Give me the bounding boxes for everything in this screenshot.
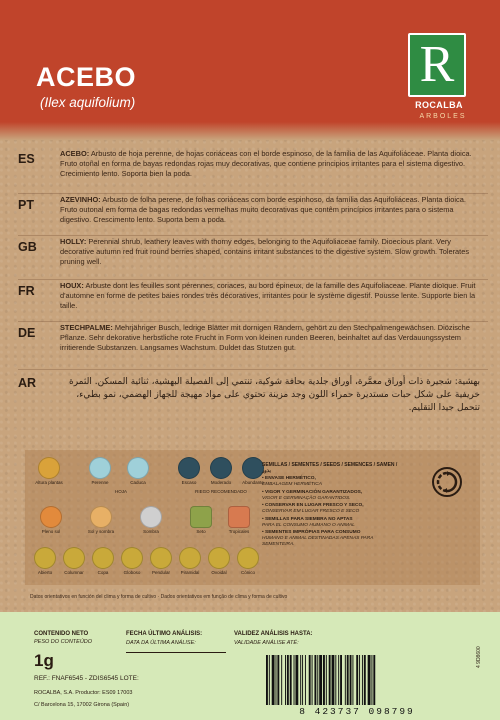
lang-row-ar [18,372,488,442]
lang-body: Mehrjähriger Busch, ledrige Blätter mit dornigen Rändern, gehört zu den Stechpalmengewächsen. Diözische Pflanze. Sehr dekorative herbstliche rote Frucht in Form von kleinen runden Beeren, beinhaltet auf das Verdauungssystem irritierende Substanzen. Langsames Wachstum. Duldet das Stutzen gut. [60,323,470,353]
icon-pleno-sol [34,506,68,534]
lang-row-gb [18,236,488,280]
sun-shade-icon [90,506,112,528]
lang-code: ES [18,152,35,166]
barcode-bar [356,655,358,705]
seeds-item-bold: SEMILLAS PARA SIEMBRA NO APTAS [265,516,353,522]
lang-name: HOUX: [60,281,84,290]
barcode-bar [323,655,325,705]
barcode-bar [326,655,327,705]
icon-label: Cónico [240,570,255,575]
barcode-bar [350,655,352,705]
barcode-bar [335,655,336,705]
barcode-bar [371,655,372,705]
seeds-item: • VIGOR Y GERMINACIÓN GARANTIZADOS, VIGOR E GERMINAÇÃO GARANTIDOS. [262,489,363,501]
icon-moderado [204,457,238,485]
lang-code: AR [18,376,37,390]
hedge-icon [190,506,212,528]
barcode-bar [359,655,360,705]
barcode-bar [287,655,289,705]
brand-name: ROCALBA [415,100,463,110]
icon-label: Ovoidal [211,570,227,575]
contenido-label-pt: PESO DO CONTEÚDO [34,639,93,645]
icon-sombra [134,506,168,534]
barcode-bar [312,655,313,705]
lang-name: ACEBO: [60,149,90,158]
brand-logo [404,33,482,125]
reference-lot: REF.: FNAF6545 - ZDIS6545 LOTE: [34,675,139,682]
side-code: 4 9D8600 [476,646,482,668]
water-drop-icon [178,457,200,479]
group-label-hoja: HOJA [114,489,127,494]
icon-conico [231,547,265,575]
lang-body: Arbusto de hoja perenne, de hojas coriáceas con el borde espinoso, de la familia de las Aquifoliáceae. Planta dioica. Fruto otoñal en forma de bayas redondas rojas muy decorativas, que contiene principios irritantes para el sistema digestivo. Crecimiento lento. Soporta bien la poda. [60,149,472,179]
producer-line: ROCALBA, S.A. Productor: ES09 17003 [34,690,133,696]
barcode-bar [373,655,375,705]
lang-code: DE [18,326,36,340]
lang-name: AZEVINHO: [60,195,101,204]
icon-label: Escaso [181,480,197,485]
brand-subtitle: ARBOLES [419,113,467,120]
barcode-bar [295,655,298,705]
barcode-bar [290,655,292,705]
seeds-item: • SEMENTES IMPRÓPIAS PARA CONSUMO HUMANO E ANIMAL DESTINADAS APENAS PARA SEMENTEIRA. [262,530,374,547]
validez-label: VALIDEZ ANÁLISIS HASTA: [234,631,313,637]
barcode-bar [319,655,322,705]
icon-label: Sombra [143,529,159,534]
fecha-label-pt: DATA DA ÚLTIMA ANÁLISE: [126,640,196,646]
barcode-number: 8 423737 098799 [299,706,415,717]
barcode-bar [352,655,353,705]
water-drop-icon [210,457,232,479]
lang-name: HOLLY: [60,237,87,246]
barcode-bar [332,655,335,705]
tree-conic-icon [237,547,259,569]
logo-box [408,33,466,97]
tree-pyramid-icon [179,547,201,569]
icon-label: Seto [196,529,206,534]
barcode-bar [329,655,331,705]
icon-label: Sol y sombra [87,529,115,534]
lang-description [60,281,480,312]
seeds-item-bold: CONSERVAR EN LUGAR FRESCO Y SECO, [265,503,364,508]
seeds-item-italic: HUMANO E ANIMAL DESTINADAS APENAS PARA SEMENTEIRA. [262,536,374,547]
seeds-item: • SEMILLAS PARA SIEMBRA NO APTAS PARA EL CONSUMO HUMANO O ANIMAL [262,516,355,528]
net-weight: 1g [34,651,54,670]
barcode-bar [368,655,371,705]
lang-code: FR [18,284,35,298]
icon-label: Moderado [210,480,232,485]
lang-body: Arbuste dont les feuilles sont pérennes, coriaces, au bord épineux, de la famille des Aquifoliaceae. Plante dioïque. Fruit d'automne en forme de petites baies rondes très décoratives, irritantes pour le système digestif. Pousse lente. Supporte bien la taille. [60,281,476,311]
full-sun-icon [40,506,62,528]
lang-row-de [18,322,488,370]
icon-sol-sombra [84,506,118,534]
fecha-line [126,652,226,653]
lang-row-es [18,148,488,194]
seeds-item-italic: CONSERVAR EM LUGAR FRESCO E SECO [262,509,360,514]
icon-label: Globoso [123,570,141,575]
tree-globe-icon [121,547,143,569]
barcode-bar [317,655,318,705]
lang-body-arabic: بهشية: شجيرة ذات أوراق معمَّرة، أوراق جلدية بحافة شوكية، تنتمي إلى الفصيلة البهشية، ثنائية المسكن. الثمرة خريفية على شكل حبات مستديرة حمراء اللون وجد مزينة تحتوي على مواد مهيجة للجهاز الهضمي، نمو بطيء، تتحمل جيدا التقليم. [69,377,480,413]
icon-label: Pendular [151,570,170,575]
barcode-bar [309,655,311,705]
barcode-bar [294,655,295,705]
lang-row-fr [18,280,488,322]
sun-icon [38,457,60,479]
barcode-bar [347,655,349,705]
barcode-bar [277,655,279,705]
barcode-bar [362,655,363,705]
barcode-bar [338,655,339,705]
barcode-bar [340,655,342,705]
fecha-label: FECHA ÚLTIMO ANÁLISIS: [126,631,203,637]
scientific-name: (Ilex aquifolium) [40,95,136,110]
tree-ovoid-icon [208,547,230,569]
snowflake-icon [89,457,111,479]
seeds-header: SEMILLAS / SEMENTES / SEEDS / SEMENCES / SAMEN / بذور [262,462,398,474]
barcode-bar [276,655,277,705]
icon-label: Perenne [91,480,109,485]
icon-tropicales [222,506,256,534]
lang-description [60,323,480,354]
barcode-bar [266,655,268,705]
contenido-label: CONTENIDO NETO [34,631,89,637]
seeds-item-italic: EMBALAGEM HERMÉTICA [262,482,322,487]
barcode-bar [302,655,303,705]
icon-caduca [121,457,155,485]
icon-label: Altura plantas [35,480,63,485]
product-title: ACEBO [36,62,137,92]
logo-letter: R [419,36,455,93]
icon-altura [32,457,66,485]
icon-seto [184,506,218,534]
barcode-bar [269,655,270,705]
disclaimer: Datos orientativos en función del clima y forma de cultivo · Dados orientativos em função de clima y forma de cultivo [30,594,288,600]
seeds-item: • CONSERVAR EN LUGAR FRESCO Y SECO, CONSERVAR EM LUGAR FRESCO E SECO [262,503,364,514]
icon-label: Tropicales [228,529,250,534]
water-drop-icon [242,457,264,479]
group-label-riego: RIEGO RECOMENDADO [195,489,247,494]
icon-escaso [172,457,206,485]
barcode-bar [345,655,346,705]
tree-open-icon [34,547,56,569]
lang-row-pt [18,194,488,236]
tree-crown-icon [92,547,114,569]
lang-description [60,149,480,180]
seeds-item: • ENVASE HERMÉTICO, EMBALAGEM HERMÉTICA [262,476,322,487]
icon-label: Abundante [242,480,264,485]
barcode-icon [262,655,452,705]
lang-description [60,195,480,226]
seeds-info [262,462,402,550]
address-line: C/ Barcelona 15, 17002 Girona (Spain) [34,702,130,708]
seeds-item-italic: VIGOR E GERMINAÇÃO GARANTIDOS. [262,495,351,501]
seeds-item-italic: PARA EL CONSUMO HUMANO O ANIMAL [262,522,355,528]
barcode-bar [272,655,275,705]
barcode-bar [300,655,301,705]
barcode-bar [285,655,286,705]
green-dot-icon [432,467,462,497]
tropical-icon [228,506,250,528]
lang-description [60,237,480,268]
icon-label: Piramidal [180,570,200,575]
validez-label-pt: VALIDADE ANÁLISE ATÉ: [234,640,299,646]
lang-code: PT [18,198,34,212]
lang-name: STECHPALME: [60,323,113,332]
tree-weeping-icon [150,547,172,569]
icon-label: Caduca [130,480,146,485]
barcode-bar [281,655,282,705]
icon-perenne [83,457,117,485]
seeds-item-bold: SEMENTES IMPRÓPIAS PARA CONSUMO [265,530,361,535]
snowflake-icon [127,457,149,479]
icon-label: Columnar [64,570,84,575]
icon-label: Pleno sol [41,529,61,534]
tree-columnar-icon [63,547,85,569]
icon-label: Abierto [37,570,53,575]
seeds-item-bold: ENVASE HERMÉTICO, [265,476,316,481]
lang-body: Arbusto de folha perene, de folhas coriáceas com borde espinhoso, da família das Aquifoliáceas. Planta dioica. Fruto outonal em forma de bagas redondas vermelhas muito decorativas que contêm princípios irritantes para o sistema digestivo. Crescimento lento. Suporta bem a poda. [60,195,466,225]
lang-body: Perennial shrub, leathery leaves with thorny edges, belonging to the Aquifoliaceae family. Dioecious plant. Very decorative autumn red fruit round berries shaped, contains irritant substances to the digestive system. Slow growth. Tolerates pruning well. [60,237,470,267]
green-dot-symbol [436,471,458,493]
icon-label: Copa [97,570,109,575]
lang-code: GB [18,240,37,254]
barcode-bar [364,655,366,705]
shade-icon [140,506,162,528]
seeds-item-bold: VIGOR Y GERMINACIÓN GARANTIZADOS, [265,489,363,495]
barcode-bar [314,655,316,705]
barcode-bar [305,655,306,705]
